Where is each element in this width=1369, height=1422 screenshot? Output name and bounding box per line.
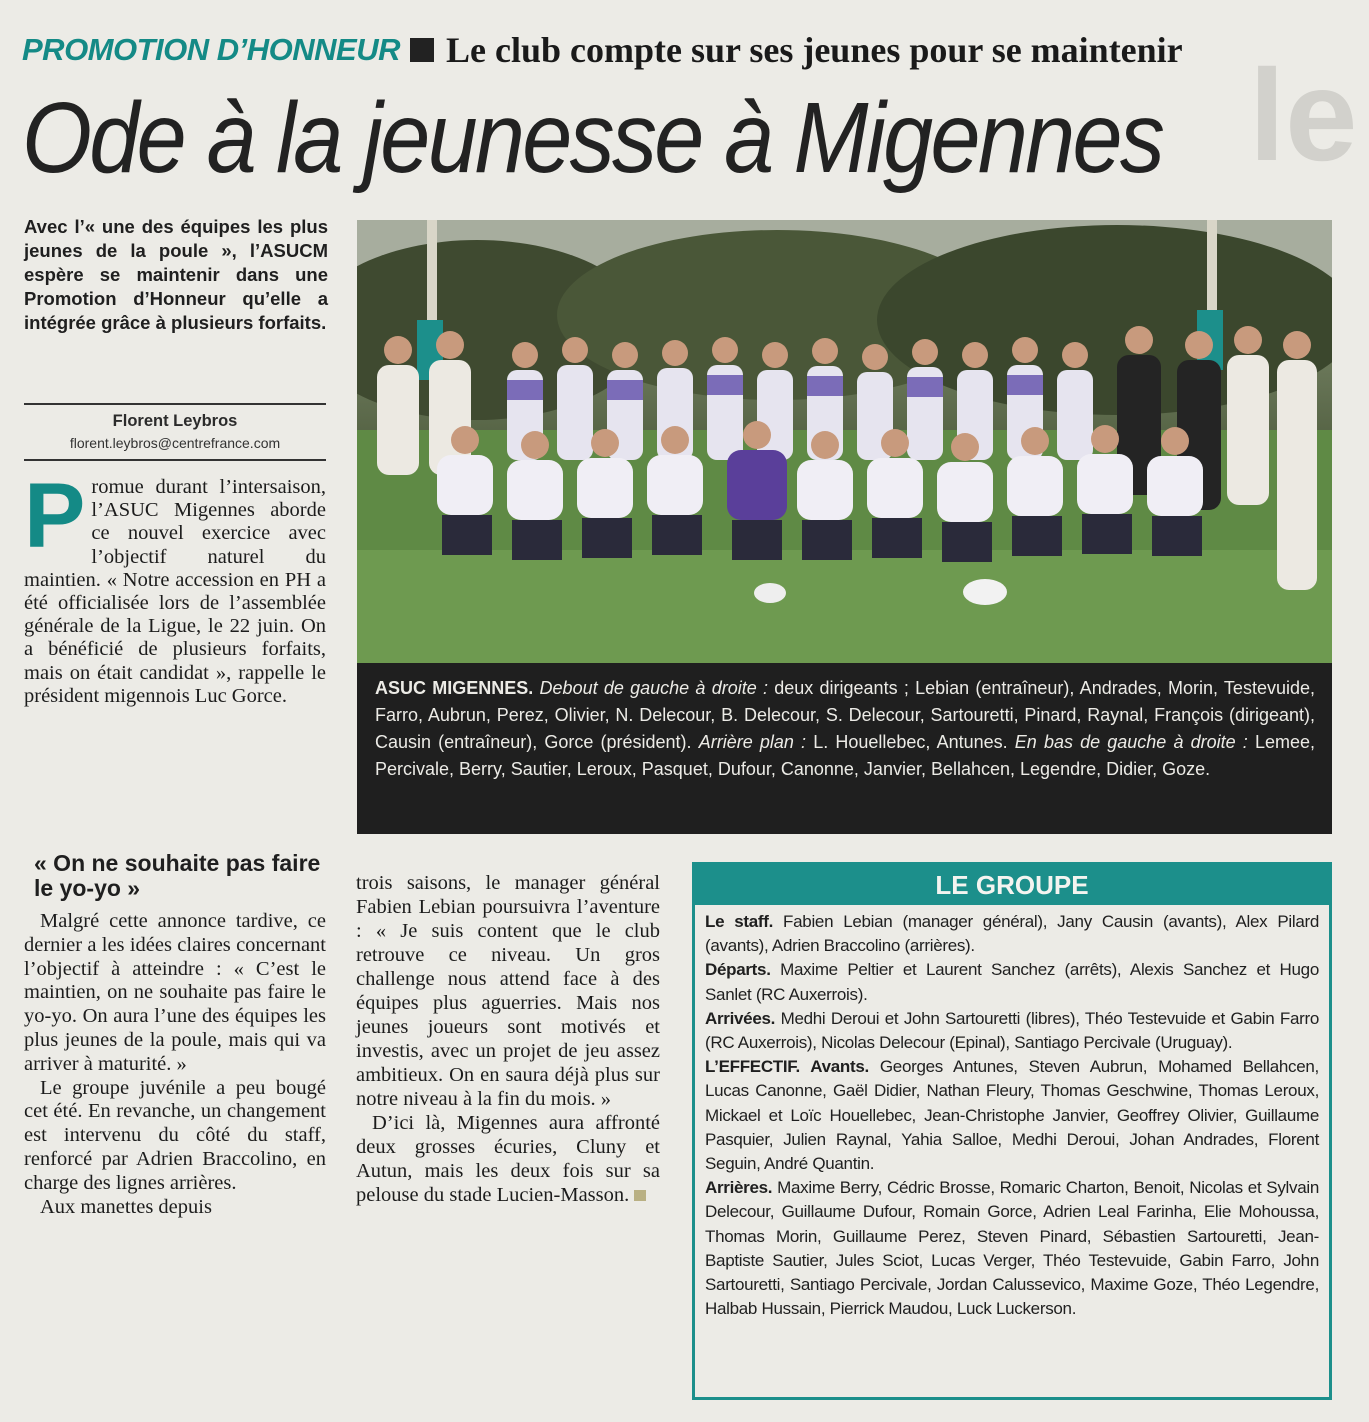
photo-caption [357,663,1332,834]
kicker-text: Le club compte sur ses jeunes pour se maintenir [446,30,1183,70]
team-photo [357,220,1332,663]
end-mark-icon [634,1190,646,1201]
subheading: « On ne souhaite pas faire le yo-yo » [34,850,321,901]
departs-text: Maxime Peltier et Laurent Sanchez (arrêts), Alexis Sanchez et Hugo Sanlet (RC Auxerrois). [705,960,1319,1004]
arrieres-entry [705,1176,1319,1321]
paragraph-final [356,1111,660,1207]
caption-label-bottom: En bas de gauche à droite : [1014,732,1248,752]
staff-entry [705,910,1319,958]
le-groupe-title: LE GROUPE [695,865,1329,905]
le-groupe-content [695,905,1329,1321]
caption-standing-names: deux dirigeants ; Lebian (entraîneur), Andrades, Morin, Testevuide, Farro, Aubrun, Perez, Olivier, N. Delecour, B. Delecour, S. Delecour, Sartouretti, Pinard, Raynal, François (dirigeant), Causin (entraîneur), Gorce (président). [375,678,1315,752]
final-text: D’ici là, Migennes aura affronté deux grosses écuries, Cluny et Autun, mais les deux fois sur sa pelouse du stade Lucien-Masson. [356,1112,660,1206]
caption-bottom-names: Lemee, Percivale, Berry, Sautier, Leroux, Pasquet, Dufour, Canonne, Janvier, Bellahcen, Legendre, Didier, Goze. [375,732,1315,779]
caption-label-standing: Debout de gauche à droite : [539,678,768,698]
paragraph: trois saisons, le manager général Fabien Lebian poursuivra l’aventure : « Je suis content que le club retrouve ce niveau. Un gros challenge nous attend face à des équipes plus aguerries. Mais nos jeunes joueurs sont motivés et investis, avec un projet de jeu assez ambitieux. On en saura déjà plus sur notre niveau à la fin du mois. » [356,872,660,1110]
staff-label: Le staff. [705,912,774,931]
departs-label: Départs. [705,960,771,980]
arrieres-label: Arrières. [705,1178,773,1198]
departs-entry [705,958,1319,1006]
byline-author: Florent Leybros [112,412,238,430]
article-column-2 [356,871,660,1207]
team-photo-illustration [357,220,1332,663]
article-column-1 [24,465,326,708]
caption-label-background: Arrière plan : [698,732,807,752]
intro-text: romue durant l’intersaison, l’ASUC Migennes aborde ce nouvel exercice avec l’objectif naturel du maintien. « Notre accession en PH a été officialisée lors de l’assemblée générale de la Ligue, le 22 juin. On a bénéficié de plusieurs forfaits, mais on était candidat », rappelle le président migennois Luc Gorce. [24,476,326,707]
paragraph: Malgré cette annonce tardive, ce dernier a les idées claires concernant l’objectif à atteindre : « C’est le maintien, on ne souhaite pas faire le yo-yo. On aura l’une des équipes les plus jeunes de la poule, mais qui va arriver à maturité. » [24,910,326,1075]
avants-entry [705,1055,1319,1176]
byline-rule-bottom [24,459,326,461]
arrivees-text: Medhi Deroui et John Sartouretti (libres), Théo Testevuide et Gabin Farro (RC Auxerrois), Nicolas Delecour (Epinal), Santiago Percivale (Uruguay). [705,1008,1319,1053]
arrivees-label: Arrivées. [705,1008,776,1028]
arrieres-text: Maxime Berry, Cédric Brosse, Romaric Charton, Benoit, Nicolas et Sylvain Delecour, Guillaume Dufour, Romain Gorce, Adrien Leal Farinha, Elie Mohoussa, Thomas Morin, Guillaume Perez, Steven Pinard, Sébastien Sartouretti, Jean-Baptiste Sautier, Jules Sciot, Lucas Verger, Théo Testevuide, Gabin Farro, John Sartouretti, Santiago Percivale, Jordan Calussevico, Maxime Goze, Théo Legendre, Halbab Hussain, Pierrick Maudou, Luck Luckerson. [705,1178,1319,1319]
byline-email: florent.leybros@centrefrance.com [69,435,281,451]
avants-text: Georges Antunes, Steven Aubrun, Mohamed Bellahcen, Lucas Canonne, Gaël Didier, Nathan Fleury, Thomas Geschwine, Thomas Leroux, Mickael et Loïc Houellebec, Jean-Christophe Janvier, Geoffrey Olivier, Guillaume Pasquier, Julien Raynal, Yahia Salloe, Medhi Deroui, Johan Andrades, Florent Seguin, André Quantin. [705,1057,1319,1174]
intro-paragraph [24,465,326,708]
square-bullet-icon [410,38,434,62]
caption-title: ASUC MIGENNES. [375,678,534,698]
effectif-label: L’EFFECTIF. Avants. [705,1057,869,1077]
bleed-through-text: le [1249,50,1358,188]
paragraph: Le groupe juvénile a peu bougé cet été. En revanche, un changement est intervenu du côté du staff, renforcé par Adrien Braccolino, en charge des lignes arrières. [24,1076,326,1194]
arrivees-entry [705,1007,1319,1055]
caption-text [375,675,1315,783]
staff-text: Fabien Lebian (manager général), Jany Causin (avants), Alex Pilard (avants), Adrien Braccolino (arrières). [705,912,1319,956]
le-groupe-box [692,862,1332,1400]
byline-rule-top [24,403,326,405]
section-label: PROMOTION D’HONNEUR [22,32,400,67]
caption-background-names: L. Houellebec, Antunes. [813,732,1008,752]
headline: Ode à la jeunesse à Migennes [22,82,1163,194]
drop-cap: P [24,465,86,567]
paragraph: Aux manettes depuis [40,1195,212,1218]
article-column-1-continued [24,910,326,1219]
lead-paragraph: Avec l’« une des équipes les plus jeunes de la poule », l’ASUCM espère se maintenir dans une Promotion d’Honneur qu’elle a intégrée grâce à plusieurs forfaits. [24,216,328,333]
kicker [22,28,1342,72]
